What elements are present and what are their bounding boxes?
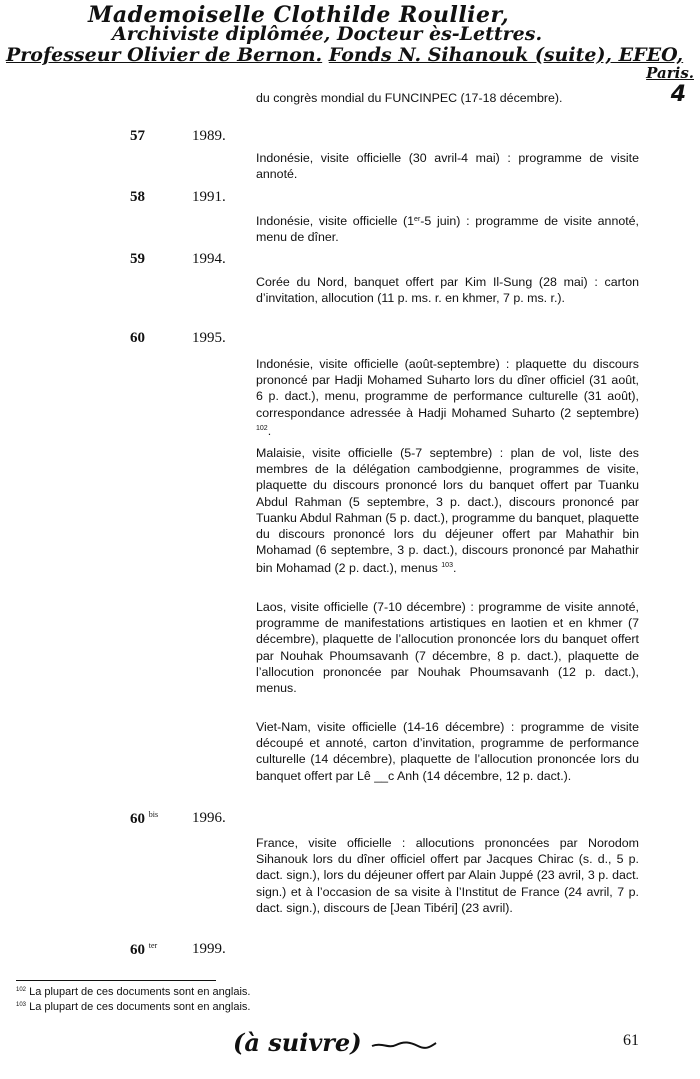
intro-paragraph: du congrès mondial du FUNCINPEC (17-18 décembre). <box>256 91 563 105</box>
entry-year: 1995. <box>192 330 226 346</box>
entry-number: 59 <box>130 251 145 267</box>
entry-number <box>130 941 157 959</box>
handwritten-continue-note: (à suivre) <box>233 1028 362 1057</box>
handwritten-city: Paris. <box>646 64 694 82</box>
entry-number: 58 <box>130 189 145 205</box>
footnote-text: La plupart de ces documents sont en anglais. <box>29 1001 251 1013</box>
text-run: Malaisie, visite officielle (5-7 septembre) : plan de vol, liste des membres de la délégation cambodgienne, programmes de visite, plaquette du discours prononcé lors du banquet offert par Tuanku Abdul Rahman (5 septembre, 3 p. dact.), discours prononcé par Tuanku Abdul Rahman (5 p. dact.), programme du banquet, plaquette du discours prononcé lors du déjeuner offert par Mahathir bin Mohamad (6 septembre, 3 p. dact.), discours prononcé par Mahathir bin Mohamad (2 p. dact.), menus <box>256 446 639 576</box>
entry-year: 1999. <box>192 941 226 957</box>
footnote-divider <box>16 980 216 981</box>
entry-number-main: 60 <box>130 811 145 827</box>
handwritten-fonds-name: Fonds N. Sihanouk (suite), EFEO, <box>328 44 684 66</box>
entry-year: 1991. <box>192 189 226 205</box>
entry-paragraph <box>256 212 639 245</box>
footnote <box>16 986 250 998</box>
handwritten-flourish <box>370 1040 438 1050</box>
superscript: er <box>414 216 421 223</box>
entry-year: 1994. <box>192 251 226 267</box>
entry-number <box>130 810 158 828</box>
entry-year: 1989. <box>192 128 226 144</box>
handwritten-credentials-line: Archiviste diplômée, Docteur ès-Lettres. <box>112 23 543 45</box>
footnote-number: 103 <box>16 1002 27 1008</box>
handwritten-title-line: Mademoiselle Clothilde Roullier, <box>88 2 510 28</box>
entry-paragraph: Laos, visite officielle (7-10 décembre) : programme de visite annoté, programme de manifestations artistiques en laotien et en khmer (7 décembre), plaquette de l’allocution prononcée lors du banquet offert par Nouhak Phoumsavanh (7 décembre, 8 p. dact.), plaquette de l’allocution prononcée par Nouhak Phoumsavanh (12 p. dact.), menus. <box>256 600 639 696</box>
entry-number-suffix: bis <box>148 810 159 819</box>
footnote <box>16 1001 250 1013</box>
text-run: Indonésie, visite officielle (1 <box>256 214 415 228</box>
footnote-ref[interactable]: 103 <box>441 562 453 570</box>
entry-number-suffix: ter <box>148 941 158 950</box>
handwritten-page-mark: 4 <box>670 82 686 107</box>
entry-paragraph: Indonésie, visite officielle (août-septembre) : plaquette du discours prononcé par Hadji Mohamed Suharto lors du dîner officiel (31 août, 6 p. dact.), menu, programme de performance culturelle (31 août), correspondance adressée à Hadji Mohamed Suharto (2 septembre) $^{102}$. <box>256 357 639 438</box>
entry-year: 1996. <box>192 810 226 826</box>
entry-number-main: 60 <box>130 942 145 958</box>
entry-paragraph: Malaisie, visite officielle (5-7 septembre) : plan de vol, liste des membres de la délégation cambodgienne, programmes de visite, plaquette du discours prononcé lors du banquet offert par Tuanku Abdul Rahman (5 septembre, 3 p. dact.), discours prononcé par Tuanku Abdul Rahman (5 p. dact.), programme du banquet, plaquette du discours prononcé lors du déjeuner offert par Mahathir bin Mohamad (6 septembre, 3 p. dact.), discours prononcé par Mahathir bin Mohamad (2 p. dact.), menus $^{103}$. <box>256 446 639 576</box>
handwritten-professor-line <box>6 44 683 66</box>
entry-number: 60 <box>130 330 145 346</box>
footnote-number: 102 <box>16 987 27 993</box>
text-run: Indonésie, visite officielle (août-septembre) : plaquette du discours prononcé par Hadji Mohamed Suharto lors du dîner officiel (31 août, 6 p. dact.), menu, programme de performance culturelle (31 août), correspondance adressée à Hadji Mohamed Suharto (2 septembre) <box>256 357 639 420</box>
entry-paragraph: Corée du Nord, banquet offert par Kim Il-Sung (28 mai) : carton d’invitation, allocution (11 p. ms. r. en khmer, 7 p. ms. r.). <box>256 275 639 306</box>
entry-paragraph: Indonésie, visite officielle (30 avril-4 mai) : programme de visite annoté. <box>256 151 639 182</box>
entry-number: 57 <box>130 128 145 144</box>
page-number: 61 <box>623 1032 639 1049</box>
entry-paragraph: France, visite officielle : allocutions prononcées par Norodom Sihanouk lors du dîner officiel offert par Jacques Chirac (s. d., 5 p. dact. sign.), lors du déjeuner offert par Alain Juppé (23 avril, 3 p. dact. sign.) et à l’occasion de sa visite à l’Institut de France (24 avril, 7 p. dact. sign.), discours de [Jean Tibéri] (23 avril). <box>256 836 639 915</box>
entry-paragraph: Viet-Nam, visite officielle (14-16 décembre) : programme de visite découpé et annoté, carton d’invitation, programme de performance culturelle (14 décembre), plaquette de l’allocution prononcée lors du banquet offert par Lê __c Anh (14 décembre, 12 p. dact.). <box>256 720 639 783</box>
footnote-ref[interactable]: 102 <box>256 424 268 432</box>
footnote-text: La plupart de ces documents sont en anglais. <box>29 986 251 998</box>
text-run: -5 juin) : programme de visite annoté, menu de dîner. <box>256 214 640 245</box>
handwritten-professor-name: Professeur Olivier de Bernon. <box>6 44 323 66</box>
